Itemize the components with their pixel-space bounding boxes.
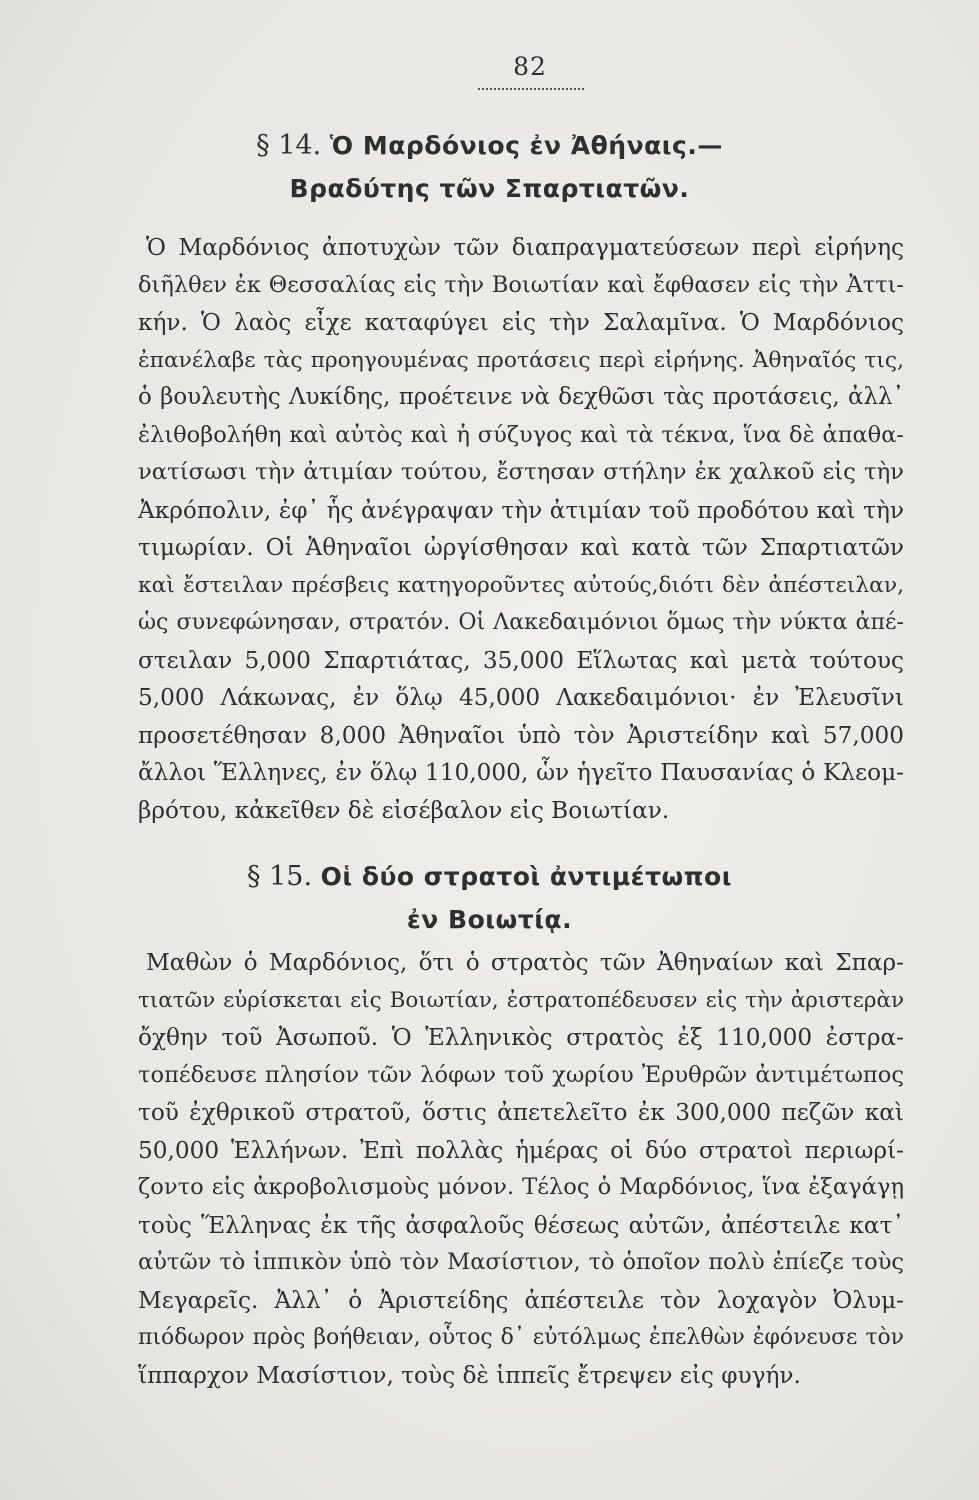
- section-14-number: § 14.: [256, 130, 322, 161]
- text-line: ἐλιθοβολήθη καὶ αὐτὸς καὶ ἡ σύζυγος καὶ τὰ τέκνα, ἵνα δὲ ἀπαθα-: [138, 421, 904, 448]
- section-14-title-line2: Βραδύτης τῶν Σπαρτιατῶν.: [289, 174, 690, 203]
- text-line: καὶ ἔστειλαν πρέσβεις κατηγοροῦντες αὐτούς,διότι δὲν ἀπέστειλαν,: [138, 572, 904, 598]
- page-number-rule: [478, 88, 584, 90]
- section-14-heading-line2: [0, 167, 979, 210]
- text-line: κήν. Ὁ λαὸς εἶχε καταφύγει εἰς τὴν Σαλαμῖνα. Ὁ Μαρδόνιος: [138, 309, 904, 336]
- section-14-title-line1: Ὁ Μαρδόνιος ἐν Ἀθήναις.—: [329, 131, 723, 160]
- text-line: ἵππαρχον Μασίστιον, τοὺς δὲ ἱππεῖς ἔτρεψεν εἰς φυγήν.: [138, 1361, 801, 1389]
- text-line: τοῦ ἐχθρικοῦ στρατοῦ, ὅστις ἀπετελεῖτο ἐκ 300,000 πεζῶν καὶ: [138, 1099, 904, 1126]
- text-line: τιμωρίαν. Οἱ Ἀθηναῖοι ὠργίσθησαν καὶ κατὰ τῶν Σπαρτιατῶν: [138, 534, 904, 561]
- section-14-heading: [0, 124, 979, 210]
- text-line: ὄχθην τοῦ Ἀσωποῦ. Ὁ Ἑλληνικὸς στρατὸς ἐξ 110,000 ἐστρα-: [138, 1024, 904, 1051]
- section-14-heading-line1: [0, 124, 979, 167]
- text-line: διῆλθεν ἐκ Θεσσαλίας εἰς τὴν Βοιωτίαν καὶ ἔφθασεν εἰς τὴν Ἀττι-: [138, 271, 904, 298]
- text-line: τοπέδευσε πλησίον τῶν λόφων τοῦ χωρίου Ἐρυθρῶν ἀντιμέτωπος: [138, 1061, 904, 1088]
- section-14-paragraph: [138, 229, 904, 829]
- text-line: αὐτῶν τὸ ἱππικὸν ὑπὸ τὸν Μασίστιον, τὸ ὁποῖον πολὺ ἐπίεζε τοὺς: [138, 1249, 904, 1275]
- text-line: τιατῶν εὑρίσκεται εἰς Βοιωτίαν, ἐστρατοπέδευσεν εἰς τὴν ἀριστερὰν: [138, 987, 904, 1013]
- text-line: ἐπανέλαβε τὰς προηγουμένας προτάσεις περὶ εἰρήνης. Ἀθηναῖός τις,: [138, 347, 904, 373]
- section-15-heading-line2: [0, 898, 979, 941]
- text-line: 5,000 Λάκωνας, ἐν ὅλῳ 45,000 Λακεδαιμόνιοι· ἐν Ἐλευσῖνι: [138, 684, 904, 711]
- text-line: Ὁ Μαρδόνιος ἀποτυχὼν τῶν διαπραγματεύσεων περὶ εἰρήνης: [146, 234, 904, 261]
- text-line: ὡς συνεφώνησαν, στρατόν. Οἱ Λακεδαιμόνιοι ὅμως τὴν νύκτα ἀπέ-: [138, 609, 904, 635]
- text-line: Μαθὼν ὁ Μαρδόνιος, ὅτι ὁ στρατὸς τῶν Ἀθηναίων καὶ Σπαρ-: [146, 949, 904, 976]
- text-line: βρότου, κἀκεῖθεν δὲ εἰσέβαλον εἰς Βοιωτίαν.: [138, 796, 670, 824]
- text-line: Μεγαρεῖς. Ἀλλ᾽ ὁ Ἀριστείδης ἀπέστειλε τὸν λοχαγὸν Ὀλυμ-: [138, 1286, 904, 1314]
- section-15-title-line1: Οἱ δύο στρατοὶ ἀντιμέτωποι: [320, 862, 732, 891]
- text-line: ἄλλοι Ἕλληνες, ἐν ὅλῳ 110,000, ὧν ἡγεῖτο Παυσανίας ὁ Κλεομ-: [138, 759, 904, 786]
- text-line: 50,000 Ἑλλήνων. Ἐπὶ πολλὰς ἡμέρας οἱ δύο στρατοὶ περιωρί-: [138, 1136, 904, 1164]
- text-line: τοὺς Ἕλληνας ἐκ τῆς ἀσφαλοῦς θέσεως αὐτῶν, ἀπέστειλε κατ᾽: [138, 1211, 904, 1239]
- section-15-heading: [0, 855, 979, 941]
- page-number: 82: [513, 52, 547, 81]
- text-line: ὁ βουλευτὴς Λυκίδης, προέτεινε νὰ δεχθῶσι τὰς προτάσεις, ἀλλ᾽: [138, 384, 904, 410]
- text-line: νατίσωσι τὴν ἀτιμίαν τούτου, ἔστησαν στήλην ἐκ χαλκοῦ εἰς τὴν: [138, 459, 904, 485]
- text-line: στειλαν 5,000 Σπαρτιάτας, 35,000 Εἵλωτας καὶ μετὰ τούτους: [138, 646, 904, 674]
- text-line: ζοντο εἰς ἀκροβολισμοὺς μόνον. Τέλος ὁ Μαρδόνιος, ἵνα ἐξαγάγῃ: [138, 1174, 904, 1200]
- text-line: πιόδωρον πρὸς βοήθειαν, οὗτος δ᾽ εὐτόλμως ἐπελθὼν ἐφόνευσε τὸν: [138, 1325, 904, 1350]
- section-15-title-line2: ἐν Βοιωτίᾳ.: [406, 905, 573, 934]
- section-15-number: § 15.: [247, 861, 313, 892]
- text-line: προσετέθησαν 8,000 Ἀθηναῖοι ὑπὸ τὸν Ἀριστείδην καὶ 57,000: [138, 721, 904, 749]
- section-15-heading-line1: [0, 855, 979, 898]
- text-line: Ἀκρόπολιν, ἐφ᾽ ἧς ἀνέγραψαν τὴν ἀτιμίαν τοῦ προδότου καὶ τὴν: [138, 496, 904, 524]
- section-15-paragraph: [138, 944, 904, 1394]
